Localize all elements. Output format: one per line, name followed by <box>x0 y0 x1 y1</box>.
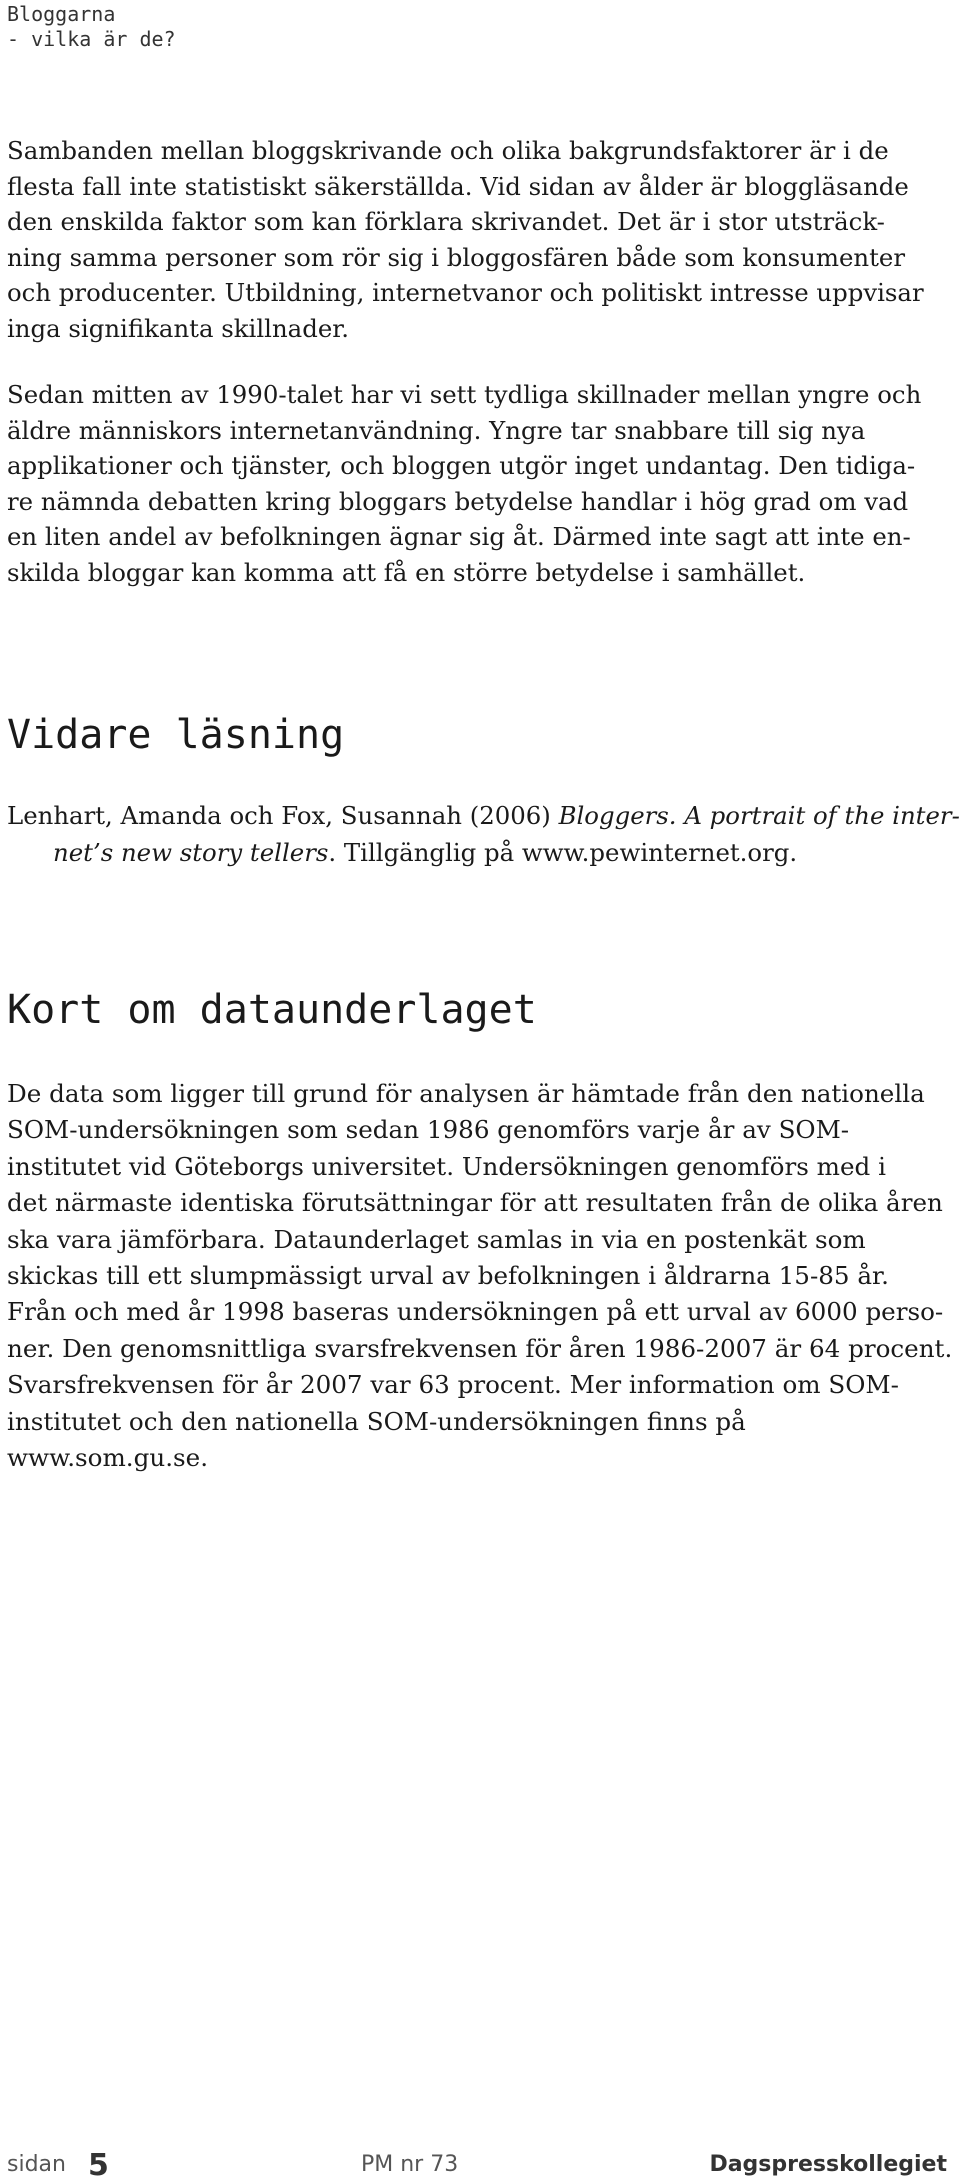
paragraph-line: Sambanden mellan bloggskrivande och olika bakgrundsfaktorer är i de <box>7 136 889 165</box>
running-head-subtitle: - vilka är de? <box>7 27 176 51</box>
paragraph-line: Från och med år 1998 baseras undersökningen på ett urval av 6000 perso- <box>7 1297 944 1327</box>
paragraph-line: den enskilda faktor som kan förklara skrivandet. Det är i stor utsträck- <box>7 207 885 237</box>
reference-line-2 <box>7 834 947 871</box>
paragraph-line: re nämnda debatten kring bloggars betydelse handlar i hög grad om vad <box>7 486 909 516</box>
reference-title-part1: Bloggers. A portrait of the inter- <box>558 801 960 830</box>
issue-number: PM nr 73 <box>361 2152 459 2177</box>
generation-paragraph <box>7 377 943 591</box>
paragraph-line: ning samma personer som rör sig i bloggosfären både som konsumenter <box>7 242 905 272</box>
paragraph-line: skickas till ett slumpmässigt urval av befolkningen i åldrarna 15-85 år. <box>7 1261 889 1291</box>
reference-title-part2: net’s new story tellers <box>53 838 329 867</box>
paragraph-line: institutet vid Göteborgs universitet. Undersökningen genomförs med i <box>7 1151 886 1181</box>
reference-entry <box>7 797 960 871</box>
publisher-name: Dagspresskollegiet <box>709 2152 947 2177</box>
reference-line-1 <box>7 797 960 834</box>
page-footer <box>0 2148 960 2183</box>
paragraph-line: Sedan mitten av 1990-talet har vi sett tydliga skillnader mellan yngre och <box>7 380 922 409</box>
paragraph-line: Svarsfrekvensen för år 2007 var 63 procent. Mer information om SOM- <box>7 1370 899 1400</box>
paragraph-line: flesta fall inte statistiskt säkerställda. Vid sidan av ålder är bloggläsande <box>7 171 909 201</box>
page-label: sidan <box>7 2152 66 2177</box>
paragraph-line: institutet och den nationella SOM-undersökningen finns på <box>7 1406 746 1436</box>
paragraph-line: SOM-undersökningen som sedan 1986 genomförs varje år av SOM- <box>7 1115 850 1145</box>
reference-authors: Lenhart, Amanda och Fox, Susannah (2006) <box>7 801 559 830</box>
running-head-title: Bloggarna <box>7 2 116 26</box>
paragraph-line: applikationer och tjänster, och bloggen utgör inget undantag. Den tidiga- <box>7 451 916 481</box>
paragraph-line: en liten andel av befolkningen ägnar sig åt. Därmed inte sagt att inte en- <box>7 522 911 552</box>
paragraph-line: De data som ligger till grund för analysen är hämtade från den nationella <box>7 1079 925 1108</box>
paragraph-line: skilda bloggar kan komma att få en större betydelse i samhället. <box>7 557 806 587</box>
paragraph-line: äldre människors internetanvändning. Yngre tar snabbare till sig nya <box>7 415 866 445</box>
paragraph-line: ska vara jämförbara. Dataunderlaget samlas in via en postenkät som <box>7 1224 866 1254</box>
paragraph-line: inga signifikanta skillnader. <box>7 313 349 343</box>
reference-suffix: . Tillgänglig på www.pewinternet.org. <box>328 838 798 867</box>
page-number: 5 <box>88 2148 109 2183</box>
paragraph-line: det närmaste identiska förutsättningar för att resultaten från de olika åren <box>7 1188 943 1218</box>
data-section-heading: Kort om dataunderlaget <box>7 987 537 1033</box>
paragraph-line: ner. Den genomsnittliga svarsfrekvensen för åren 1986-2007 är 64 procent. <box>7 1333 953 1363</box>
further-reading-heading: Vidare läsning <box>7 712 345 758</box>
paragraph-line: och producenter. Utbildning, internetvanor och politiskt intresse uppvisar <box>7 278 924 308</box>
intro-paragraph <box>7 133 943 347</box>
running-head <box>7 2 176 52</box>
paragraph-line: www.som.gu.se. <box>7 1443 209 1473</box>
data-paragraph <box>7 1076 953 1476</box>
